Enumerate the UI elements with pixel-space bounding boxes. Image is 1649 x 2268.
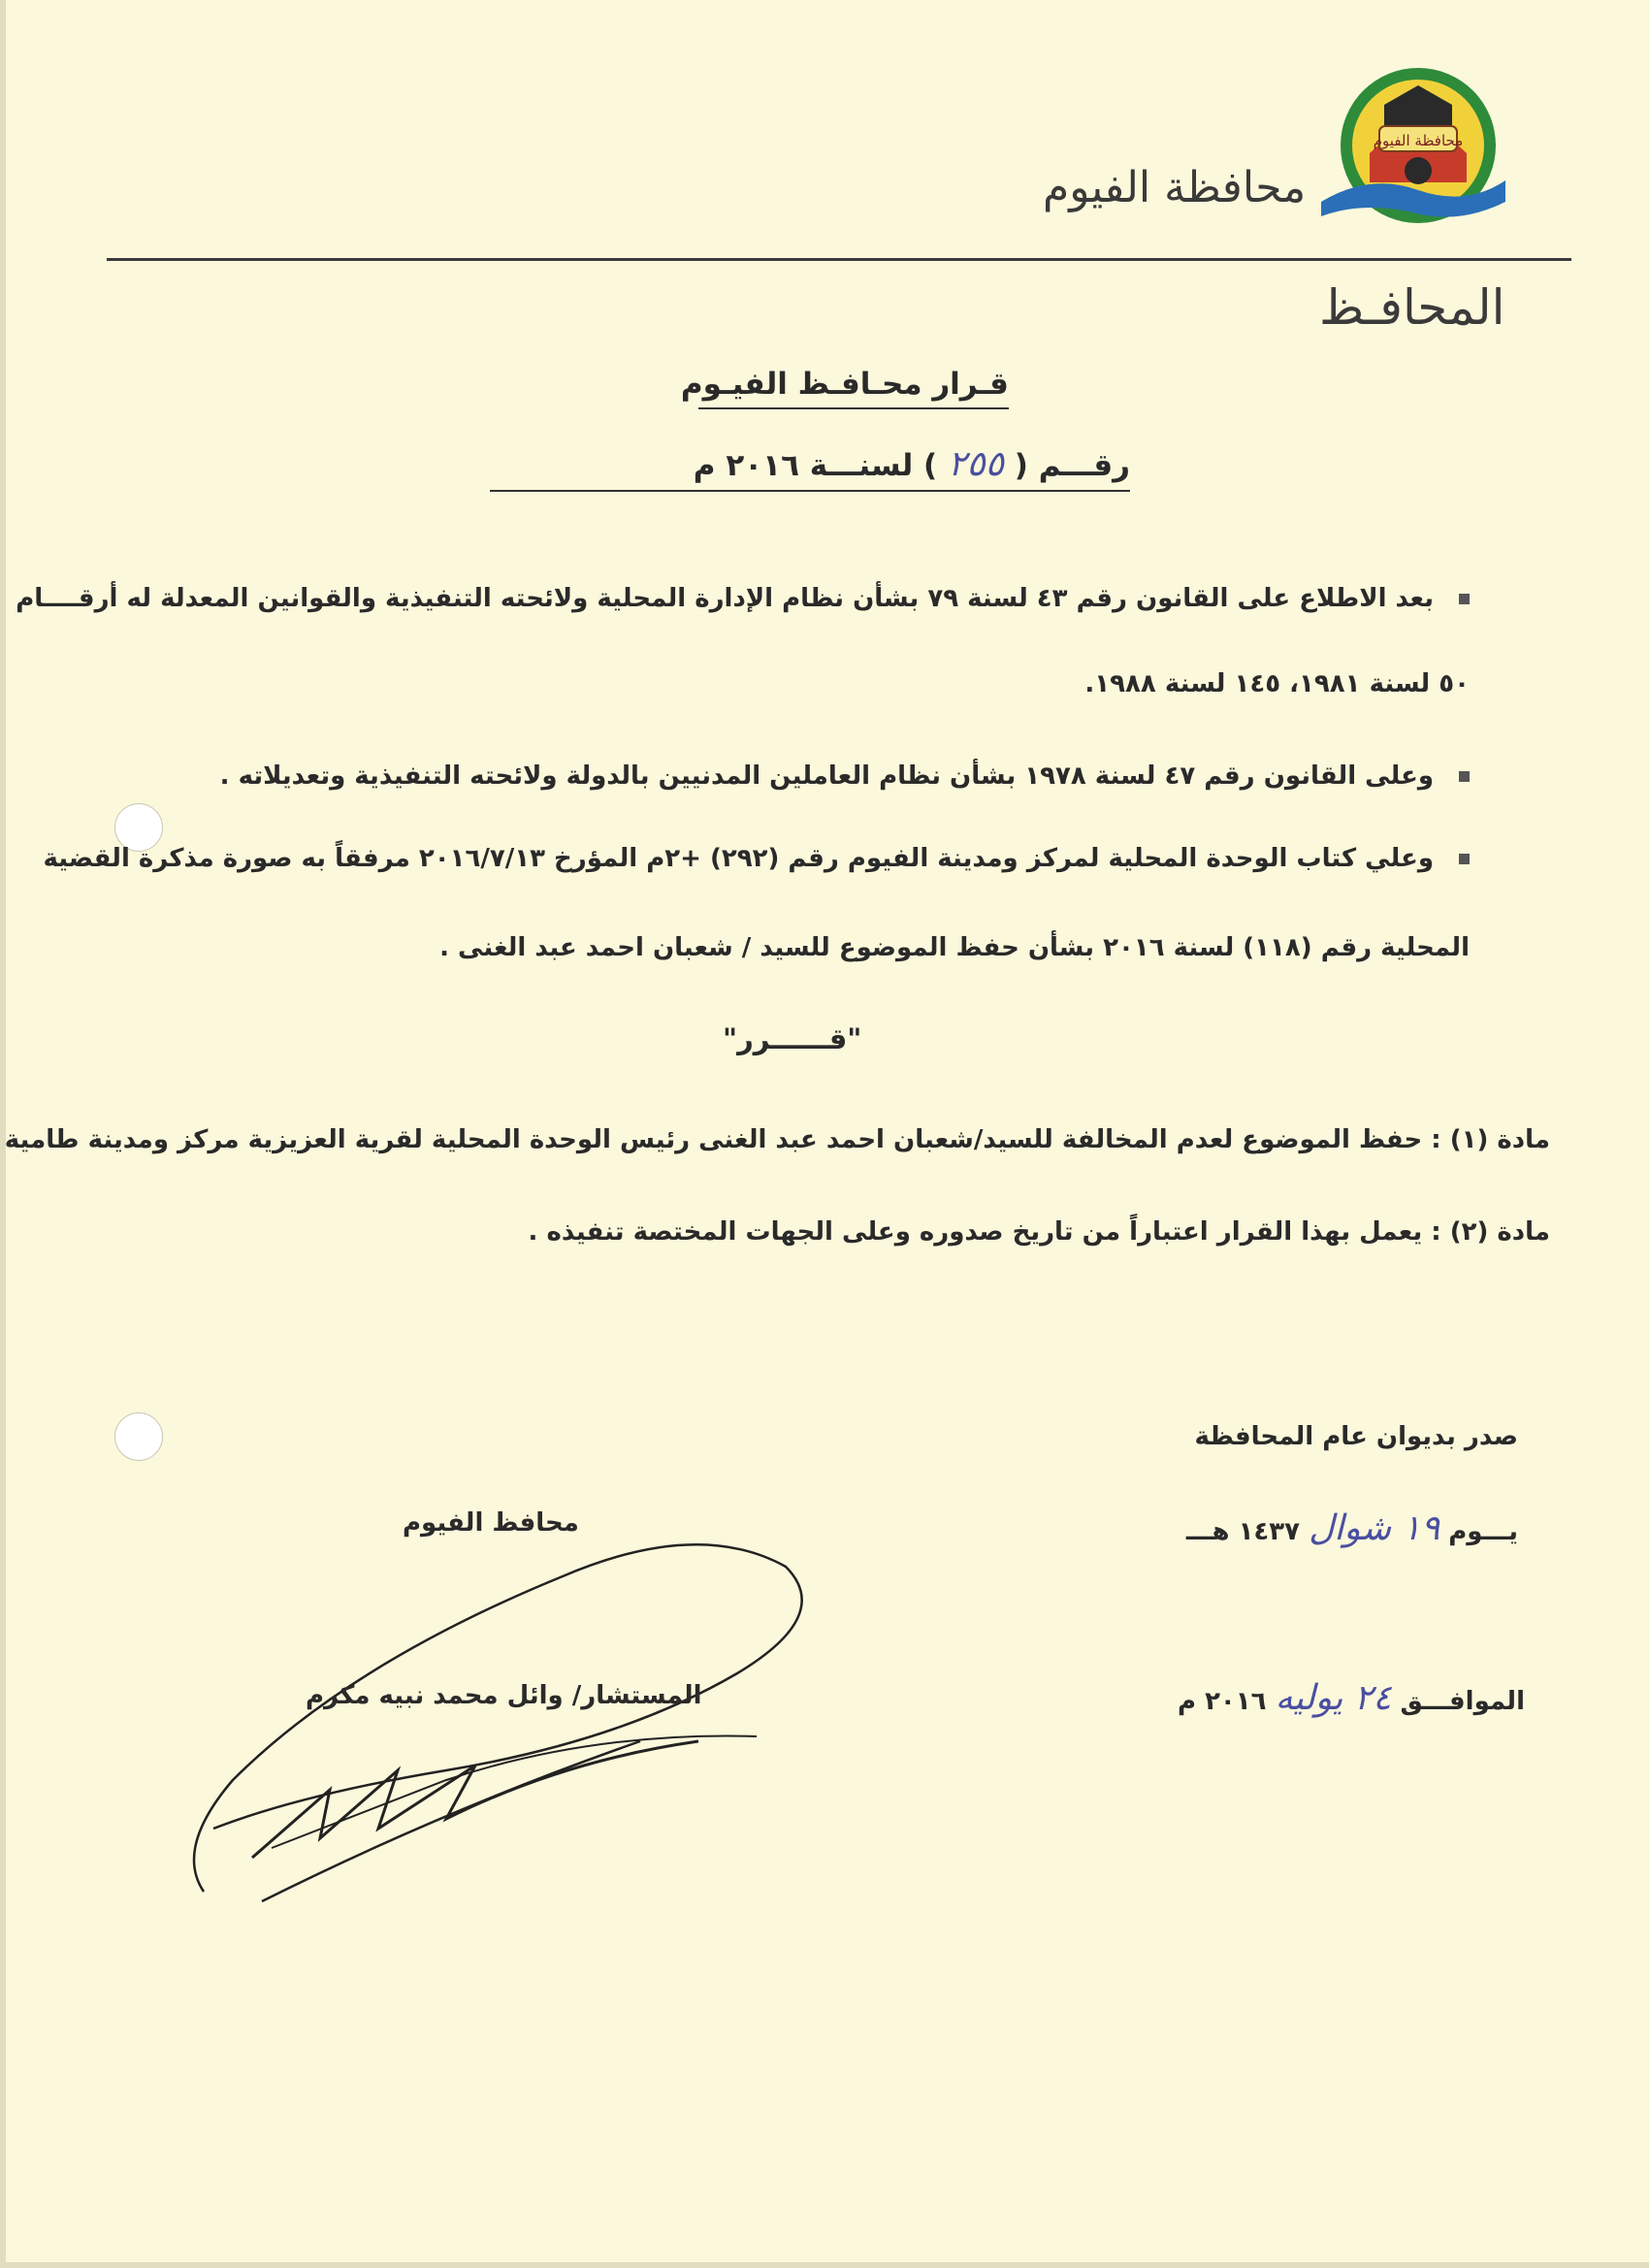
gregorian-date bbox=[1178, 1678, 1525, 1718]
preamble-continuation: المحلية رقم (١١٨) لسنة ٢٠١٦ بشأن حفظ الموضوع للسيد / شعبان احمد عبد الغنى . bbox=[439, 933, 1470, 962]
preamble-item bbox=[220, 760, 1470, 794]
punch-hole-bottom bbox=[114, 1412, 163, 1461]
bullet-icon bbox=[1459, 854, 1470, 864]
signature-image bbox=[155, 1528, 854, 1935]
preamble-continuation: ٥٠ لسنة ١٩٨١، ١٤٥ لسنة ١٩٨٨. bbox=[1084, 669, 1470, 698]
decree-number-line bbox=[490, 444, 1130, 492]
article-1: مادة (١) : حفظ الموضوع لعدم المخالفة للسيد/شعبان احمد عبد الغنى رئيس الوحدة المحلية لقرية العزيزية مركز ومدينة طامية bbox=[4, 1125, 1550, 1154]
decree-number-suffix: ) لسنـــة ٢٠١٦ م bbox=[693, 448, 938, 483]
bullet-icon bbox=[1459, 771, 1470, 782]
decision-label: "قــــــرر" bbox=[723, 1022, 862, 1055]
issued-place: صدر بديوان عام المحافظة bbox=[1194, 1422, 1518, 1451]
hijri-date bbox=[1186, 1508, 1518, 1548]
decree-title: قـرار محـافـظ الفيـوم bbox=[698, 367, 1009, 409]
governorate-name: محافظة الفيوم bbox=[1043, 163, 1307, 212]
day-label: يـــوم bbox=[1448, 1517, 1518, 1546]
signatory-role: محافظ الفيوم bbox=[403, 1508, 579, 1538]
preamble-text: وعلي كتاب الوحدة المحلية لمركز ومدينة الفيوم رقم (٢٩٢) +٢م المؤرخ ٢٠١٦/٧/١٣ مرفقاً به صورة مذكرة القضية bbox=[43, 844, 1434, 873]
header-divider bbox=[107, 258, 1571, 261]
preamble-text: وعلى القانون رقم ٤٧ لسنة ١٩٧٨ بشأن نظام العاملين المدنيين بالدولة ولائحته التنفيذية وتعديلاته . bbox=[219, 761, 1434, 791]
decree-number-handwritten: ٢٥٥ bbox=[947, 444, 1004, 484]
article-2: مادة (٢) : يعمل بهذا القرار اعتباراً من تاريخ صدوره وعلى الجهات المختصة تنفيذه . bbox=[528, 1217, 1550, 1247]
gregorian-handwritten: ٢٤ يوليه bbox=[1275, 1678, 1392, 1718]
signatory-name: المستشار/ وائل محمد نبيه مكرم bbox=[306, 1681, 702, 1710]
gregorian-year: ٢٠١٦ م bbox=[1177, 1687, 1267, 1716]
logo-text: محافظة الفيوم bbox=[1373, 132, 1464, 149]
preamble-item bbox=[43, 842, 1470, 876]
hijri-handwritten: ١٩ شوال bbox=[1309, 1508, 1440, 1548]
hijri-year: ١٤٣٧ هـــ bbox=[1185, 1517, 1301, 1546]
office-title: المحافـظ bbox=[1319, 279, 1505, 336]
governorate-logo bbox=[1311, 66, 1505, 231]
corresponding-label: الموافـــق bbox=[1400, 1687, 1525, 1716]
preamble-item bbox=[16, 582, 1470, 616]
preamble-text: بعد الاطلاع على القانون رقم ٤٣ لسنة ٧٩ بشأن نظام الإدارة المحلية ولائحته التنفيذية والقوانين المعدلة له أرقــــام bbox=[16, 584, 1434, 613]
scan-edge-bottom bbox=[0, 2262, 1649, 2268]
bullet-icon bbox=[1459, 594, 1470, 604]
decree-number-prefix: رقـــم ( bbox=[1014, 448, 1130, 483]
